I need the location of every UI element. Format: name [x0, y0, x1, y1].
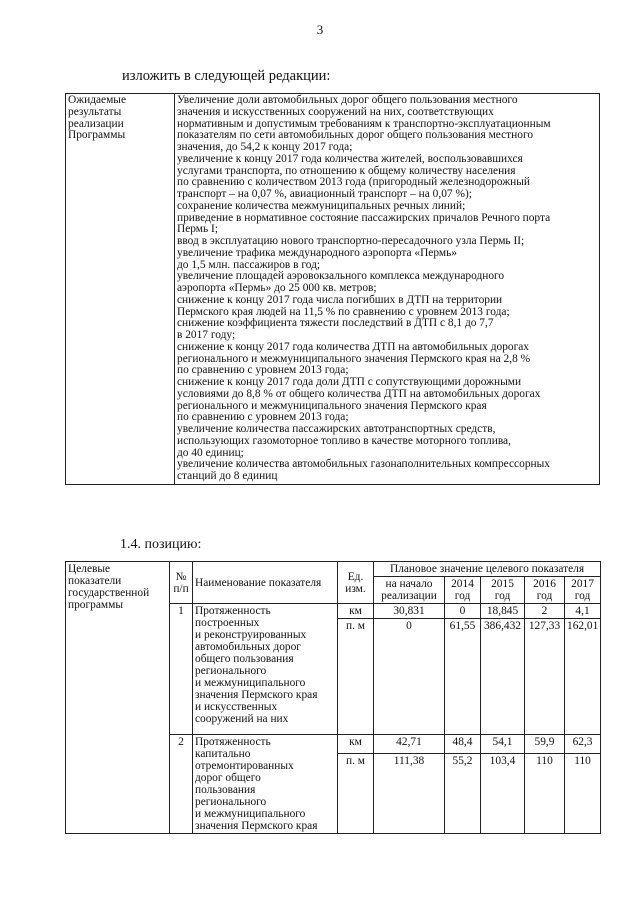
row-value: 2 [525, 604, 565, 619]
row-unit: п. м [338, 619, 374, 735]
results-content-line: приведение в нормативное состояние пассажирских причалов Речного порта [177, 211, 551, 224]
indicators-label-line: Целевые [68, 563, 111, 575]
indicator-name-line: Протяженность [195, 605, 271, 617]
results-content-line: снижение к концу 2017 года доли ДТП с сопутствующими дорожными [177, 376, 522, 388]
results-label-cell [66, 94, 175, 485]
results-content-line: по сравнению с уровнем 2013 года; [177, 364, 349, 377]
results-content-cell [175, 94, 600, 485]
header-plan: Плановое значение целевого показателя [374, 562, 601, 577]
row-num: 2 [170, 735, 193, 834]
results-label-line: Программы [68, 129, 126, 142]
row-value: 59,9 [525, 735, 565, 754]
row-value: 62,3 [565, 735, 601, 754]
header-col-2017: 2017 год [565, 577, 601, 604]
indicator-name-line: значения Пермского края [195, 820, 318, 832]
row-value: 110 [565, 754, 601, 834]
indicator-name-line: пользования [195, 784, 256, 796]
row-value: 111,38 [374, 754, 445, 834]
intro-text: изложить в следующей редакции: [122, 68, 331, 84]
indicator-name-line: регионального [195, 796, 267, 808]
indicator-name-line: и искусственных [195, 701, 278, 713]
header-col-2015: 2015 год [481, 577, 525, 604]
row-value: 54,1 [481, 735, 525, 754]
row-value: 48,4 [445, 735, 481, 754]
results-content-line: транспорт – на 0,07 %, авиационный транспорт – на 0,07 %); [177, 188, 472, 200]
results-content-line: услугами транспорта, по отношению к общему количеству населения [177, 164, 516, 177]
results-content-line: аэропорта «Пермь» до 25 000 кв. метров; [177, 282, 377, 294]
results-content-line: увеличение количества пассажирских автотранспортных средств, [177, 423, 496, 435]
results-content-line: значения и искусственных сооружений на них, соответствующих [177, 105, 494, 118]
row-unit: п. м [338, 754, 374, 834]
results-content-line: Пермского края людей на 11,5 % по сравнению с уровнем 2013 года; [177, 305, 510, 318]
row-value: 18,845 [481, 604, 525, 619]
results-content-line: сохранение количества межмуниципальных речных линий; [177, 199, 466, 212]
results-content-line: регионального и межмуниципального значения Пермского края на 2,8 % [177, 352, 531, 365]
results-content-line: в 2017 году; [177, 329, 236, 341]
indicators-label-line: государственной [68, 587, 150, 599]
indicator-name-line: автомобильных дорог [195, 641, 301, 653]
row-num: 1 [170, 604, 193, 735]
header-num [170, 562, 193, 604]
indicator-name-line: и реконструированных [195, 629, 307, 641]
indicator-name-line: отремонтированных [195, 760, 294, 772]
header-unit [338, 562, 374, 604]
indicator-name-line: Протяженность [195, 736, 271, 748]
results-content-line: Увеличение доли автомобильных дорог общего пользования местного [177, 94, 518, 106]
row-value: 55,2 [445, 754, 481, 834]
row-value: 0 [374, 619, 445, 735]
results-label-line: Ожидаемые [68, 94, 127, 106]
row-value: 127,33 [525, 619, 565, 735]
results-content-line: показателям по сети автомобильных дорог общего пользования местного [177, 129, 534, 142]
indicators-table [65, 561, 601, 834]
indicators-label-line: программы [68, 599, 123, 611]
row-value: 162,01 [565, 619, 601, 735]
section-heading: 1.4. позицию: [120, 537, 202, 552]
results-content-line: увеличение количества автомобильных газонаполнительных компрессорных [177, 458, 550, 471]
row-value: 4,1 [565, 604, 601, 619]
results-content-line: нормативным и допустимым требованиям к транспортно-эксплуатационным [177, 117, 551, 130]
indicators-label-line: показатели [68, 575, 122, 587]
header-num-line: п/п [173, 582, 189, 595]
header-col-2016: 2016 год [525, 577, 565, 604]
results-content-line: Пермь I; [177, 223, 219, 236]
header-unit-line: Ед. [347, 570, 364, 583]
row-value: 61,55 [445, 619, 481, 735]
row-value: 0 [445, 604, 481, 619]
indicator-name-line: дорог общего [195, 772, 261, 784]
indicator-name-line: построенных [195, 617, 260, 629]
results-content-line: увеличение к концу 2017 года количества жителей, воспользовавшихся [177, 152, 523, 165]
table-row [66, 94, 600, 485]
row-unit: км [338, 604, 374, 619]
row-value: 110 [525, 754, 565, 834]
row-name [193, 604, 338, 735]
indicator-name-line: сооружений на них [195, 713, 289, 725]
row-unit: км [338, 735, 374, 754]
table-header-row [66, 562, 601, 577]
header-name: Наименование показателя [193, 562, 338, 604]
page-number: 3 [316, 22, 324, 37]
results-label-line: результаты [68, 105, 122, 118]
results-content-line: снижение к концу 2017 года числа погибших в ДТП на территории [177, 293, 503, 306]
row-value: 30,831 [374, 604, 445, 619]
results-content-line: до 40 единиц; [177, 446, 244, 459]
header-num-line: № [175, 570, 187, 583]
results-content-line: ввод в эксплуатацию нового транспортно-пересадочного узла Пермь II; [177, 235, 525, 247]
header-col-2014: 2014 год [445, 577, 481, 604]
results-content-line: условиями до 8,8 % от общего количества ДТП на автомобильных дорогах [177, 387, 541, 400]
results-content-line: снижение к концу 2017 года количества ДТП на автомобильных дорогах [177, 340, 530, 353]
results-content-line: по сравнению с уровнем 2013 года; [177, 411, 349, 424]
results-content-line: станций до 8 единиц [177, 470, 278, 482]
header-unit-line: изм. [345, 582, 366, 595]
row-value: 103,4 [481, 754, 525, 834]
indicator-name-line: и межмуниципального [195, 808, 306, 820]
row-name [193, 735, 338, 834]
row-value: 42,71 [374, 735, 445, 754]
results-label-line: реализации [68, 117, 124, 130]
results-content-line: до 1,5 млн. пассажиров в год; [177, 258, 321, 271]
results-content-line: использующих газомоторное топливо в качестве моторного топлива, [177, 434, 511, 447]
expected-results-table [65, 93, 600, 485]
indicator-name-line: и межмуниципального [195, 677, 306, 689]
results-content-line: увеличение площадей аэровокзального комплекса международного [177, 270, 505, 283]
indicators-label-cell [66, 562, 170, 834]
indicator-name-line: общего пользования [195, 653, 294, 665]
results-content-line: по сравнению с количеством 2013 года (пригородный железнодорожный [177, 176, 530, 189]
results-content-line: снижение коэффициента тяжести последствий в ДТП с 8,1 до 7,7 [177, 317, 494, 330]
indicator-name-line: значения Пермского края [195, 689, 318, 701]
indicator-name-line: регионального [195, 665, 267, 677]
row-value: 386,432 [481, 619, 525, 735]
results-content-line: значения, до 54,2 к концу 2017 года; [177, 141, 353, 153]
results-content-line: увеличение трафика международного аэропорта «Пермь» [177, 246, 457, 259]
header-col-start: на начало реализации [374, 577, 445, 604]
indicator-name-line: капитально [195, 748, 251, 760]
results-content-line: регионального и межмуниципального значения Пермского края [177, 399, 487, 412]
